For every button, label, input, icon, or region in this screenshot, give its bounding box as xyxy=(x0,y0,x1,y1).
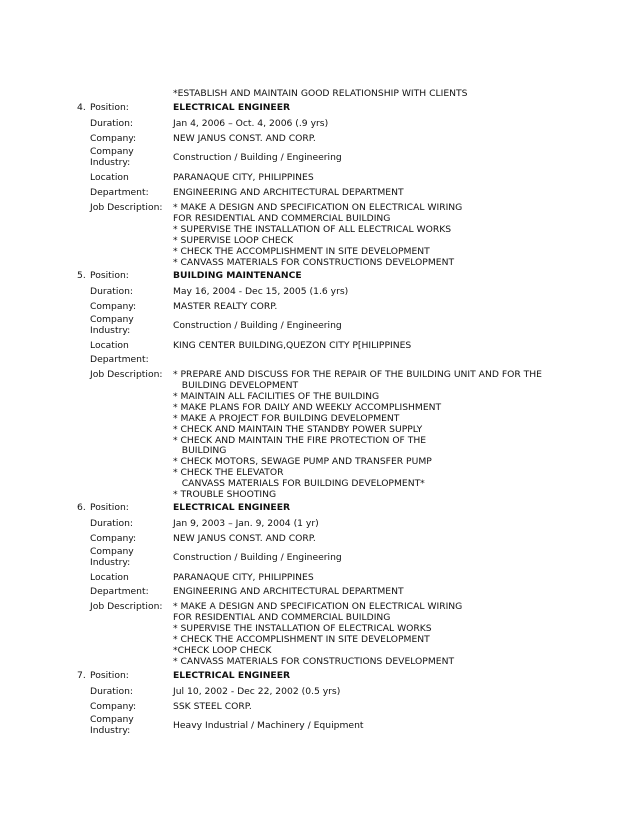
industry-label-line-1: Company xyxy=(90,146,134,157)
job-description-label: Job Description: xyxy=(90,601,163,612)
location-value: PARANAQUE CITY, PHILIPPINES xyxy=(173,172,314,183)
location-label: Location xyxy=(90,572,129,583)
department-value: ENGINEERING AND ARCHITECTURAL DEPARTMENT xyxy=(173,187,404,198)
job-line: * MAKE A DESIGN AND SPECIFICATION ON ELECTRICAL WIRING xyxy=(173,202,463,213)
job-line: * MAKE A DESIGN AND SPECIFICATION ON ELECTRICAL WIRING xyxy=(173,601,463,612)
position-value: BUILDING MAINTENANCE xyxy=(173,270,302,281)
position-label: Position: xyxy=(90,102,129,113)
industry-label-line-2: Industry: xyxy=(90,557,131,568)
industry-label-line-2: Industry: xyxy=(90,157,131,168)
job-line: * CHECK MOTORS, SEWAGE PUMP AND TRANSFER PUMP xyxy=(173,456,432,467)
industry-label-line-1: Company xyxy=(90,546,134,557)
job-line: * MAINTAIN ALL FACILITIES OF THE BUILDING xyxy=(173,391,380,402)
company-label: Company: xyxy=(90,701,137,712)
industry-value: Heavy Industrial / Machinery / Equipment xyxy=(173,720,364,731)
industry-value: Construction / Building / Engineering xyxy=(173,320,342,331)
industry-value: Construction / Building / Engineering xyxy=(173,152,342,163)
location-label: Location xyxy=(90,172,129,183)
location-value: KING CENTER BUILDING,QUEZON CITY P[HILIPPINES xyxy=(173,340,412,351)
industry-label-line-2: Industry: xyxy=(90,725,131,736)
job-line: * SUPERVISE THE INSTALLATION OF ALL ELECTRICAL WORKS xyxy=(173,224,452,235)
intro-line: *ESTABLISH AND MAINTAIN GOOD RELATIONSHIP WITH CLIENTS xyxy=(173,88,468,99)
job-description-label: Job Description: xyxy=(90,369,163,380)
department-label: Department: xyxy=(90,354,149,365)
job-line: CANVASS MATERIALS FOR BUILDING DEVELOPMENT* xyxy=(173,478,425,489)
duration-value: Jan 9, 2003 – Jan. 9, 2004 (1 yr) xyxy=(173,518,319,529)
industry-value: Construction / Building / Engineering xyxy=(173,552,342,563)
position-value: ELECTRICAL ENGINEER xyxy=(173,670,291,681)
duration-value: Jan 4, 2006 – Oct. 4, 2006 (.9 yrs) xyxy=(173,118,329,129)
location-value: PARANAQUE CITY, PHILIPPINES xyxy=(173,572,314,583)
job-line: * CHECK THE ELEVATOR xyxy=(173,467,284,478)
duration-value: Jul 10, 2002 - Dec 22, 2002 (0.5 yrs) xyxy=(173,686,341,697)
company-label: Company: xyxy=(90,301,137,312)
job-line: * PREPARE AND DISCUSS FOR THE REPAIR OF THE BUILDING UNIT AND FOR THE xyxy=(173,369,542,380)
job-line: * MAKE A PROJECT FOR BUILDING DEVELOPMENT xyxy=(173,413,400,424)
position-label: Position: xyxy=(90,670,129,681)
job-line: * CANVASS MATERIALS FOR CONSTRUCTIONS DEVELOPMENT xyxy=(173,257,455,268)
company-value: SSK STEEL CORP. xyxy=(173,701,252,712)
job-line: FOR RESIDENTIAL AND COMMERCIAL BUILDING xyxy=(173,213,391,224)
position-value: ELECTRICAL ENGINEER xyxy=(173,102,291,113)
job-line: *CHECK LOOP CHECK xyxy=(173,645,272,656)
job-line: * CHECK THE ACCOMPLISHMENT IN SITE DEVELOPMENT xyxy=(173,634,430,645)
industry-label-line-2: Industry: xyxy=(90,325,131,336)
job-line: * CANVASS MATERIALS FOR CONSTRUCTIONS DEVELOPMENT xyxy=(173,656,455,667)
department-label: Department: xyxy=(90,187,149,198)
entry-number: 5. xyxy=(77,270,86,281)
industry-label-line-1: Company xyxy=(90,314,134,325)
company-value: MASTER REALTY CORP. xyxy=(173,301,278,312)
entry-number: 6. xyxy=(77,502,86,513)
job-description-label: Job Description: xyxy=(90,202,163,213)
job-line: * CHECK AND MAINTAIN THE STANDBY POWER SUPPLY xyxy=(173,424,423,435)
entry-number: 4. xyxy=(77,102,86,113)
department-label: Department: xyxy=(90,586,149,597)
entry-number: 7. xyxy=(77,670,86,681)
job-line: * TROUBLE SHOOTING xyxy=(173,489,277,500)
company-label: Company: xyxy=(90,533,137,544)
duration-label: Duration: xyxy=(90,118,133,129)
duration-label: Duration: xyxy=(90,686,133,697)
job-line: * CHECK AND MAINTAIN THE FIRE PROTECTION OF THE xyxy=(173,435,427,446)
location-label: Location xyxy=(90,340,129,351)
industry-label-line-1: Company xyxy=(90,714,134,725)
position-label: Position: xyxy=(90,502,129,513)
duration-value: May 16, 2004 - Dec 15, 2005 (1.6 yrs) xyxy=(173,286,349,297)
job-line: * SUPERVISE THE INSTALLATION OF ELECTRICAL WORKS xyxy=(173,623,432,634)
position-label: Position: xyxy=(90,270,129,281)
position-value: ELECTRICAL ENGINEER xyxy=(173,502,291,513)
company-value: NEW JANUS CONST. AND CORP. xyxy=(173,533,316,544)
department-value: ENGINEERING AND ARCHITECTURAL DEPARTMENT xyxy=(173,586,404,597)
job-line: * CHECK THE ACCOMPLISHMENT IN SITE DEVELOPMENT xyxy=(173,246,430,257)
duration-label: Duration: xyxy=(90,518,133,529)
job-line: * MAKE PLANS FOR DAILY AND WEEKLY ACCOMPLISHMENT xyxy=(173,402,442,413)
company-value: NEW JANUS CONST. AND CORP. xyxy=(173,133,316,144)
job-line: FOR RESIDENTIAL AND COMMERCIAL BUILDING xyxy=(173,612,391,623)
duration-label: Duration: xyxy=(90,286,133,297)
job-line: BUILDING xyxy=(173,445,227,456)
job-line: * SUPERVISE LOOP CHECK xyxy=(173,235,294,246)
company-label: Company: xyxy=(90,133,137,144)
job-line: BUILDING DEVELOPMENT xyxy=(173,380,299,391)
